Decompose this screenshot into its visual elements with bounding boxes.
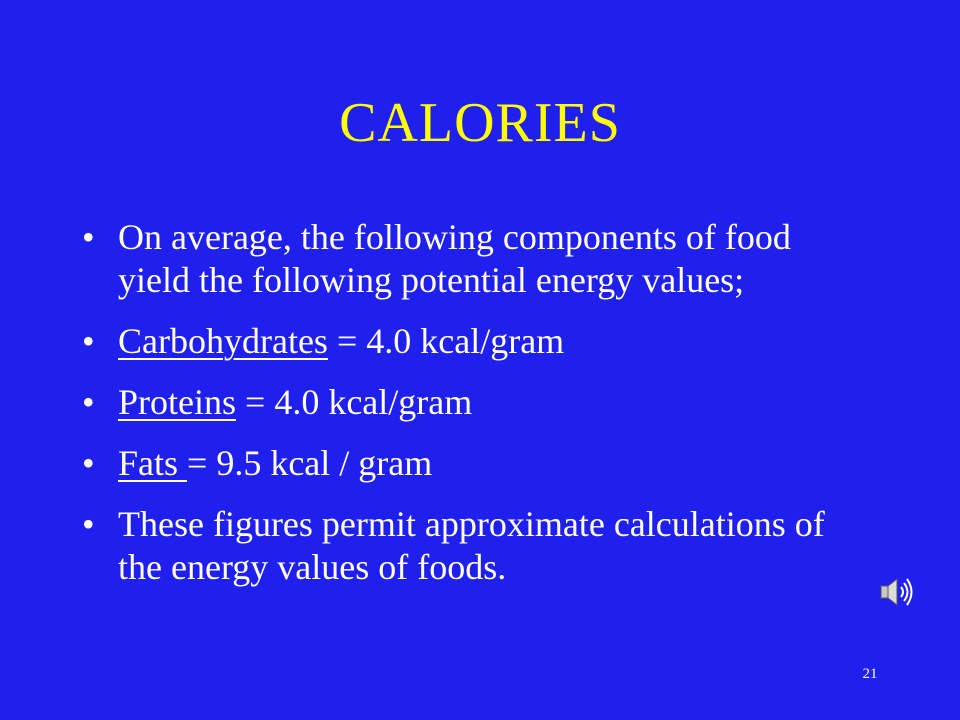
speaker-icon[interactable] <box>878 575 918 609</box>
bullet-item <box>82 320 852 363</box>
bullet-item <box>82 442 852 485</box>
bullet-glyph: • <box>82 217 95 257</box>
bullet-value: = 9.5 kcal / gram <box>187 443 433 483</box>
bullet-value: = 4.0 kcal/gram <box>327 321 565 361</box>
slide-title: CALORIES <box>339 92 621 154</box>
bullet-glyph: • <box>82 443 95 483</box>
bullet-glyph: • <box>82 382 95 422</box>
bullet-term: Fats <box>118 443 188 483</box>
bullet-item <box>82 381 852 424</box>
bullet-glyph: • <box>82 504 95 544</box>
page-number: 21 <box>862 666 878 682</box>
bullet-term: Carbohydrates <box>118 321 328 361</box>
bullet-text: On average, the following components of food yield the following potential energy values; <box>118 217 791 300</box>
bullet-term: Proteins <box>118 382 237 422</box>
bullet-text: These figures permit approximate calculations of the energy values of foods. <box>118 504 825 587</box>
bullet-glyph: • <box>82 321 95 361</box>
bullet-value: = 4.0 kcal/gram <box>236 382 473 422</box>
bullet-list <box>82 216 852 607</box>
bullet-item <box>82 503 852 589</box>
bullet-item <box>82 216 852 302</box>
